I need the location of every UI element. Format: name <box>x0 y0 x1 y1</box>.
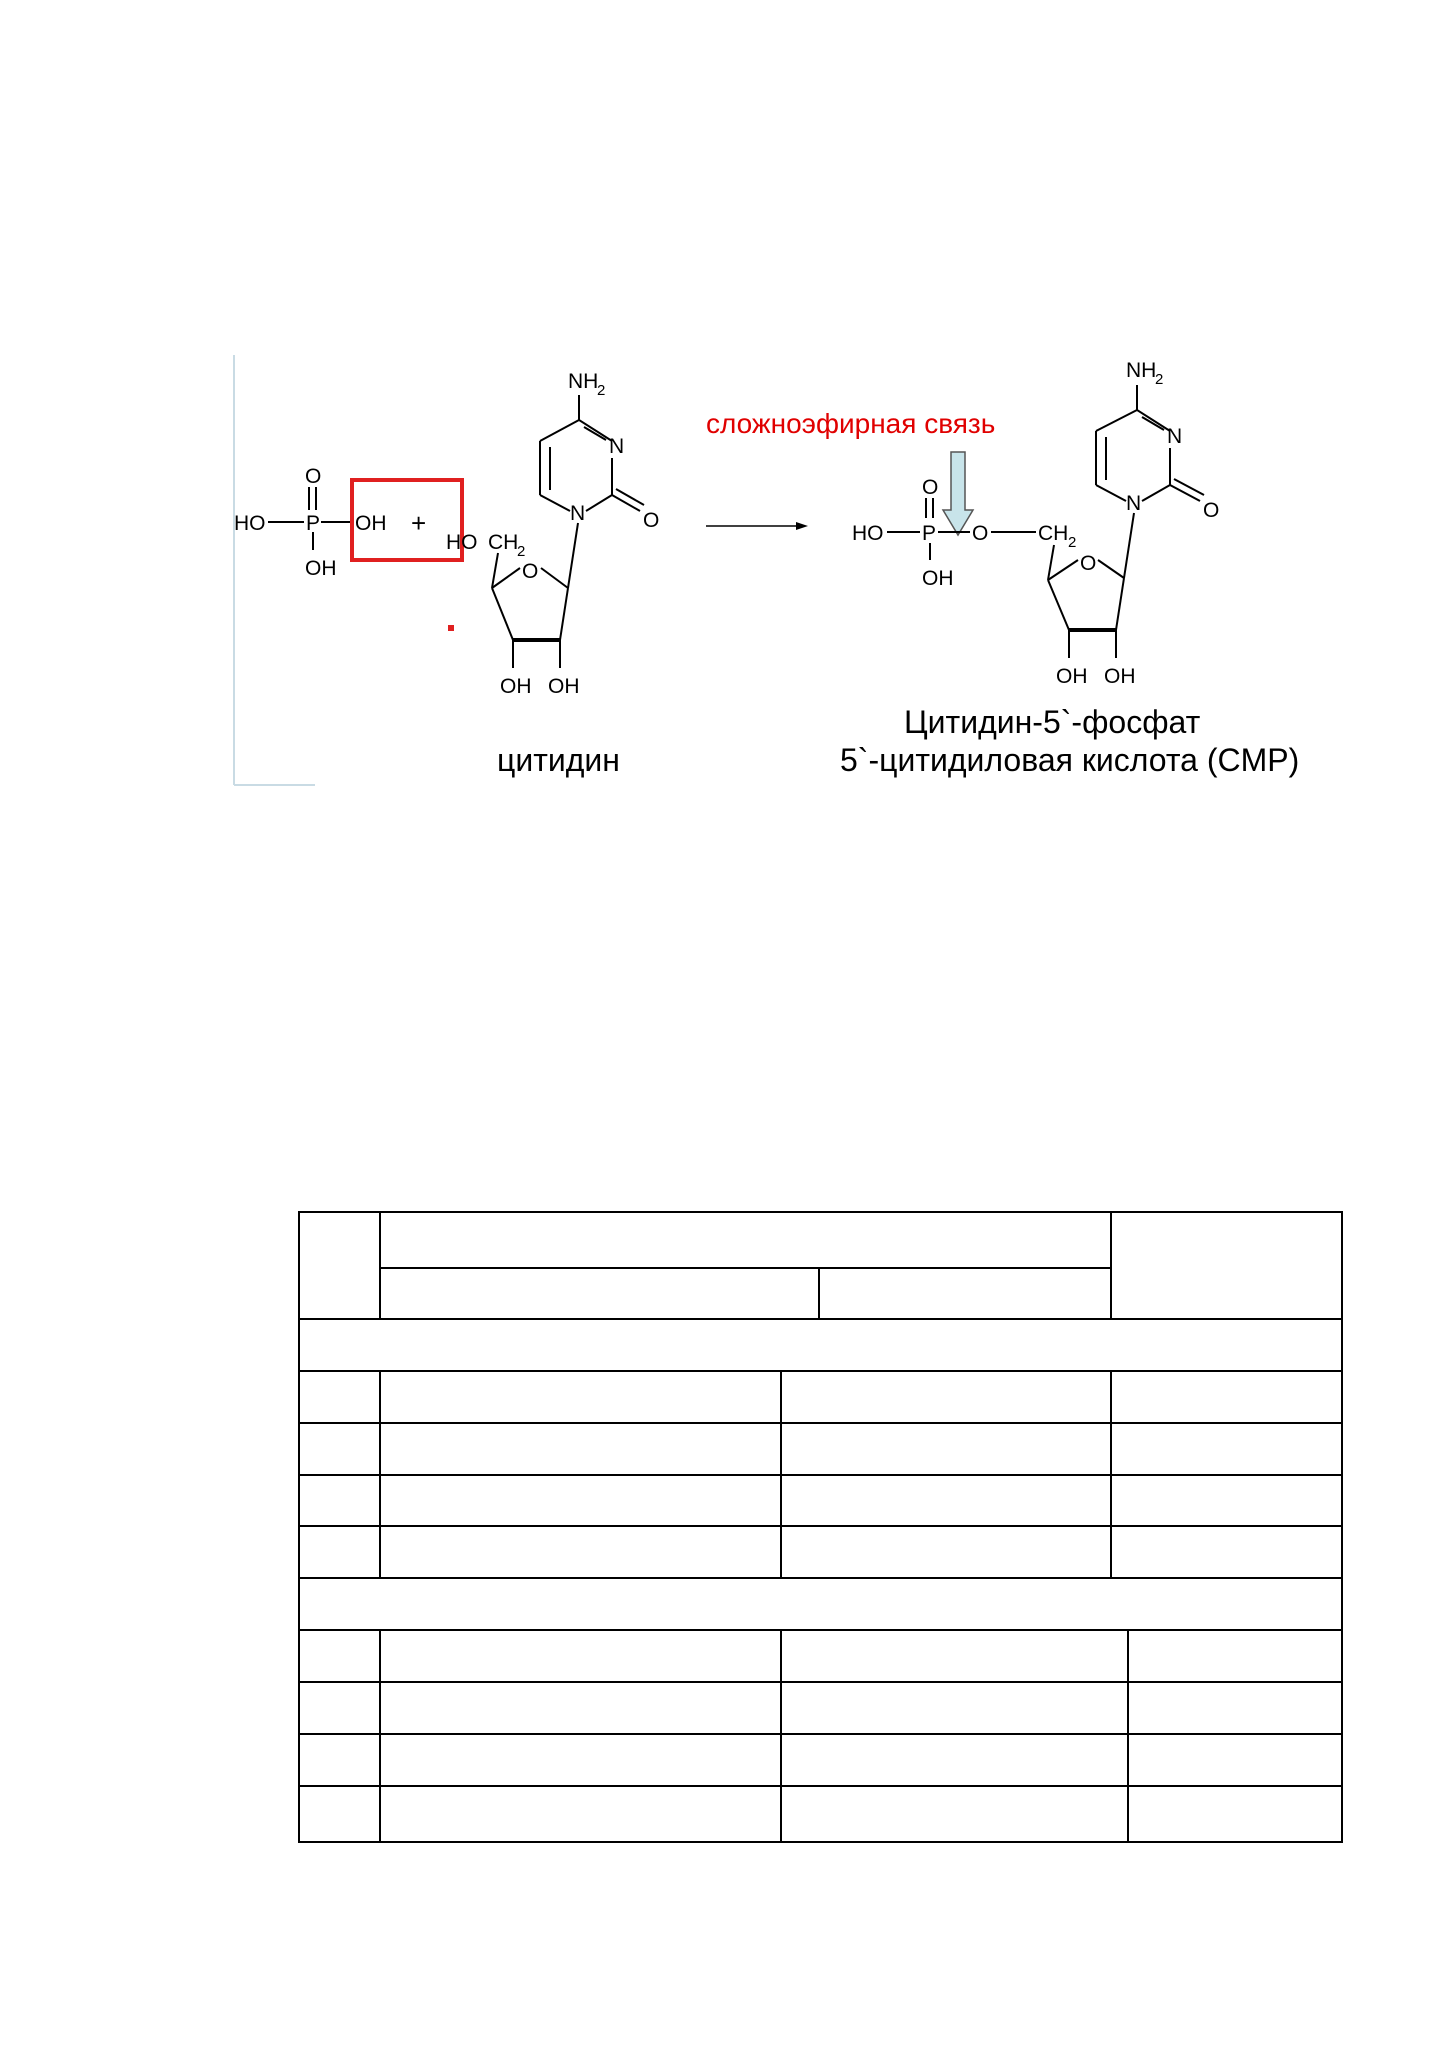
product-caption-line2: 5`-цитидиловая кислота (CMP) <box>840 742 1300 778</box>
section1-col-divider-3 <box>1110 1370 1112 1578</box>
svg-text:2: 2 <box>517 543 526 560</box>
reaction-arrow <box>706 522 808 530</box>
plus-sign: + <box>411 508 427 538</box>
product-n3-label: N <box>1167 425 1183 448</box>
header-subcol-divider <box>818 1267 820 1320</box>
phosphoric-p-label: P <box>306 512 321 535</box>
header-inner-rule <box>380 1267 1111 1269</box>
product-n1-label: N <box>1126 492 1142 515</box>
empty-table <box>298 1211 1343 1843</box>
product-nh2-label: NH <box>1126 359 1157 382</box>
section2-col-divider-1 <box>379 1629 381 1843</box>
cytidine-structure <box>446 370 659 698</box>
section2-col-divider-2 <box>780 1629 782 1843</box>
product-p-label: P <box>922 522 937 545</box>
reaction-scheme <box>0 0 1449 820</box>
cytidine-oh-3-label: OH <box>548 675 580 698</box>
cytidine-oh-2-label: OH <box>500 675 532 698</box>
cytidine-n1-label: N <box>570 502 586 525</box>
product-ring-o-label: O <box>1080 552 1097 575</box>
cytidine-caption: цитидин <box>497 742 620 778</box>
ester-bond-arrow-icon <box>943 452 973 535</box>
section2-row-rule-1 <box>300 1681 1341 1683</box>
section1-title-rule <box>300 1370 1341 1372</box>
phosphoric-oh-bottom-label: OH <box>305 557 337 580</box>
phosphoric-acid <box>234 465 387 580</box>
phosphoric-oh-right-label: OH <box>355 512 387 535</box>
ester-bond-label: сложноэфирная связь <box>706 408 996 439</box>
product-ho-label: HO <box>852 522 884 545</box>
cytidine-ch2-label: CH <box>488 531 519 554</box>
svg-text:2: 2 <box>1155 371 1164 388</box>
product-carbonyl-o-label: O <box>1203 499 1220 522</box>
section2-row-rule-2 <box>300 1733 1341 1735</box>
section1-row-rule-1 <box>300 1422 1341 1424</box>
section1-row-rule-2 <box>300 1474 1341 1476</box>
cytidine-carbonyl-o-label: O <box>643 509 660 532</box>
svg-text:2: 2 <box>1068 534 1077 551</box>
phosphoric-ho-label: HO <box>234 512 266 535</box>
product-caption-line1: Цитидин-5`-фосфат <box>904 704 1201 740</box>
svg-text:2: 2 <box>597 382 606 399</box>
product-bridge-o-label: O <box>972 522 989 545</box>
product-ch2-label: CH <box>1038 522 1069 545</box>
product-o-top-label: O <box>922 476 939 499</box>
product-oh-3-label: OH <box>1104 665 1136 688</box>
cytidine-nh2-label: NH <box>568 370 599 393</box>
product-oh-bottom-label: OH <box>922 567 954 590</box>
section1-row-rule-3 <box>300 1525 1341 1527</box>
red-dot-mark <box>448 625 454 631</box>
section1-bottom-rule <box>300 1577 1341 1579</box>
section1-col-divider-1 <box>379 1370 381 1578</box>
phosphoric-o-top-label: O <box>305 465 322 488</box>
header-bottom-rule <box>300 1318 1341 1320</box>
section2-col-divider-3 <box>1127 1629 1129 1843</box>
cytidine-ho-label: HO <box>446 531 478 554</box>
product-oh-2-label: OH <box>1056 665 1088 688</box>
section2-title-rule <box>300 1629 1341 1631</box>
cytidine-n3-label: N <box>609 435 625 458</box>
section1-col-divider-2 <box>780 1370 782 1578</box>
section2-row-rule-3 <box>300 1785 1341 1787</box>
cytidine-ring-o-label: O <box>522 560 539 583</box>
